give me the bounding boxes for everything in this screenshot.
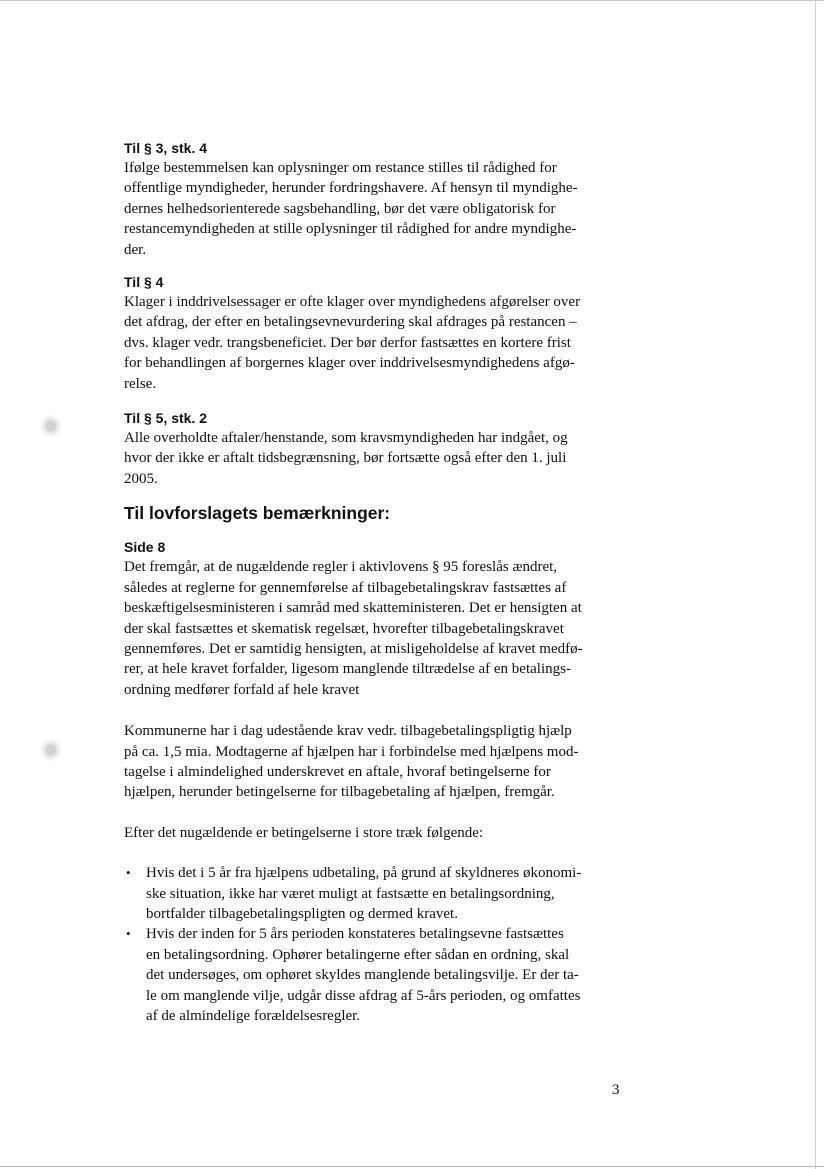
paragraph xyxy=(124,721,624,803)
paragraph xyxy=(124,823,624,843)
text-line: ordning medfører forfald af hele kravet xyxy=(124,681,360,698)
text-line: Klager i inddrivelsessager er ofte klager over myndighedens afgørelser over xyxy=(124,294,581,311)
punch-hole-mark-top xyxy=(40,413,62,439)
text-line: hjælpen, herunder betingelserne for tilbagebetaling af hjælpen, fremgår. xyxy=(124,784,555,801)
text-line: dernes helhedsorienterede sagsbehandling, bør det være obligatorisk for xyxy=(124,200,556,217)
section-para-5-stk-2 xyxy=(124,408,624,489)
text-line: det undersøges, om ophøret skyldes manglende betalingsvilje. Er der ta- xyxy=(146,967,579,984)
text-line: således at reglerne for gennemførelse af tilbagebetalingskrav fastsættes af xyxy=(124,579,567,596)
text-line: Efter det nugældende er betingelserne i store træk følgende: xyxy=(124,824,484,841)
page-bottom-edge xyxy=(0,1166,824,1167)
text-line: der skal fastsættes et skematisk regelsæt, hvorefter tilbagebetalingskravet xyxy=(124,620,564,637)
bullet-icon: • xyxy=(126,865,131,881)
section-para-4 xyxy=(124,272,624,394)
text-line: ske situation, ikke har været muligt at fastsætte en betalingsordning, xyxy=(146,885,555,902)
section-heading: Side 8 xyxy=(124,539,166,556)
main-heading: Til lovforslagets bemærkninger: xyxy=(124,503,391,524)
paragraph xyxy=(124,557,624,700)
list-item xyxy=(124,924,624,1026)
text-line: en betalingsordning. Ophører betalingerne efter sådan en ordning, skal xyxy=(146,946,570,963)
document-body xyxy=(124,138,624,1026)
text-line: på ca. 1,5 mia. Modtagerne af hjælpen har i forbindelse med hjælpens mod- xyxy=(124,743,579,760)
text-line: gennemføres. Det er samtidig hensigten, at misligeholdelse af kravet medfø- xyxy=(124,640,583,657)
bullet-list xyxy=(124,863,624,1026)
section-side-8 xyxy=(124,537,624,1026)
list-item xyxy=(124,863,624,924)
text-line: Ifølge bestemmelsen kan oplysninger om restance stilles til rådighed for xyxy=(124,160,557,176)
punch-hole-mark-bottom xyxy=(40,737,62,763)
text-line: Alle overholdte aftaler/henstande, som kravsmyndigheden har indgået, og xyxy=(124,430,568,447)
text-line: af de almindelige forældelsesregler. xyxy=(146,1008,361,1024)
text-line: bortfalder tilbagebetalingspligten og dermed kravet. xyxy=(146,905,458,922)
text-line: beskæftigelsesministeren i samråd med skatteministeren. Det er hensigten at xyxy=(124,600,582,617)
section-heading: Til § 4 xyxy=(124,274,164,291)
page-top-edge xyxy=(0,0,824,1)
text-line: dvs. klager vedr. trangsbeneficiet. Der bør derfor fastsættes en kortere frist xyxy=(124,334,571,351)
text-line: restancemyndigheden at stille oplysninger til rådighed for andre myndighe- xyxy=(124,221,577,238)
text-line: le om manglende vilje, udgår disse afdrag af 5-års perioden, og omfattes xyxy=(146,987,581,1004)
text-line: 2005. xyxy=(124,470,158,487)
text-line: tagelse i almindelighed underskrevet en aftale, hvoraf betingelserne for xyxy=(124,763,551,780)
section-heading: Til § 5, stk. 2 xyxy=(124,410,208,427)
text-line: Det fremgår, at de nugældende regler i aktivlovens § 95 foreslås ændret, xyxy=(124,559,558,576)
text-line: Hvis det i 5 år fra hjælpens udbetaling, på grund af skyldneres økonomi- xyxy=(146,865,582,882)
text-line: hvor der ikke er aftalt tidsbegrænsning, bør fortsætte også efter den 1. juli xyxy=(124,450,567,467)
page-number: 3 xyxy=(612,1082,620,1098)
text-line: Kommunerne har i dag udestående krav vedr. tilbagebetalingspligtig hjælp xyxy=(124,723,572,740)
text-line: for behandlingen af borgernes klager over inddrivelsesmyndighedens afgø- xyxy=(124,355,575,372)
text-line: offentlige myndigheder, herunder fordringshavere. Af hensyn til myndighe- xyxy=(124,180,578,197)
text-line: rer, at hele kravet forfalder, ligesom manglende tiltrædelse af en betalings- xyxy=(124,661,571,678)
text-line: relse. xyxy=(124,375,157,392)
text-line: der. xyxy=(124,241,147,258)
section-para-3-stk-4 xyxy=(124,138,624,260)
text-line: det afdrag, der efter en betalingsevnevurdering skal afdrages på restancen – xyxy=(124,314,577,331)
bullet-icon: • xyxy=(126,926,131,942)
section-heading: Til § 3, stk. 4 xyxy=(124,140,208,156)
page-right-edge xyxy=(815,0,816,1169)
text-line: Hvis der inden for 5 års perioden konstateres betalingsevne fastsættes xyxy=(146,926,564,943)
